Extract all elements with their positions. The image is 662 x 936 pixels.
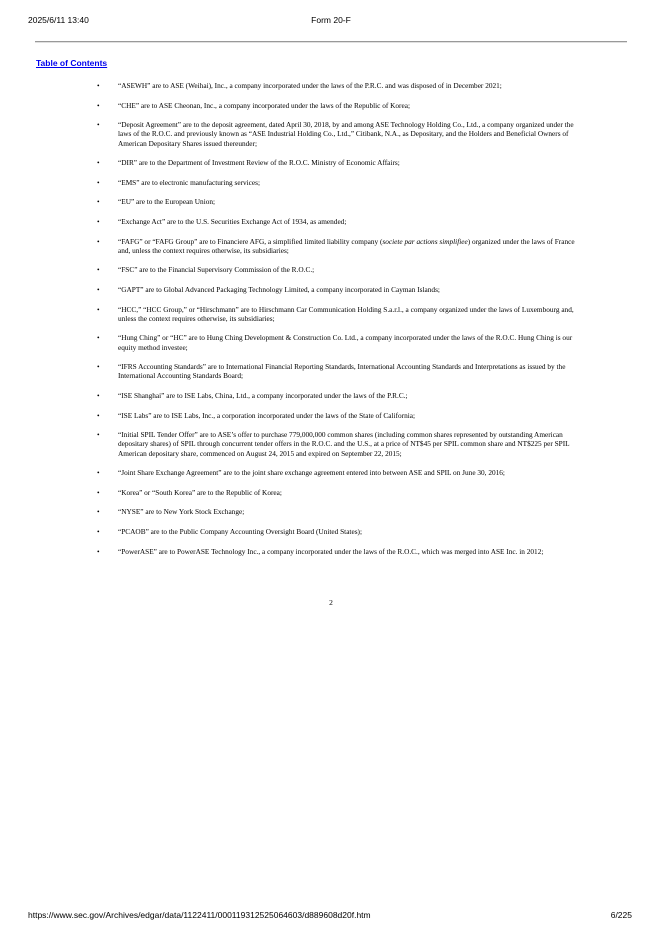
definition-text: “Joint Share Exchange Agreement” are to the joint share exchange agreement entered into between ASE and SPIL on June 30, 2016; [118,468,505,478]
definition-text: “ISE Shanghai” are to ISE Labs, China, Ltd., a company incorporated under the laws of the P.R.C.; [118,390,408,400]
definition-text: “FSC” are to the Financial Supervisory Commission of the R.O.C.; [118,265,315,275]
definition-text: “Deposit Agreement” are to the deposit agreement, dated April 30, 2018, by and among ASE Technology Holding Co., Ltd., a company organized under the laws of the R.O.C. and previously known as “ASE Industrial Holding Co., Ltd.,” Citibank, N.A., as Depositary, and the Holders and Beneficial Owners of American Depositary Shares issued thereunder; [118,120,574,148]
document-title: Form 20-F [311,15,351,25]
definition-text: “PowerASE” are to PowerASE Technology Inc., a company incorporated under the laws of the R.O.C., which was merged into ASE Inc. in 2012; [118,546,544,556]
definition-item [0,527,662,536]
definition-text: “PCAOB” are to the Public Company Accounting Oversight Board (United States); [118,526,363,536]
definition-item [0,285,662,294]
definition-text: “Exchange Act” are to the U.S. Securities Exchange Act of 1934, as amended; [118,216,347,226]
definition-item [0,333,662,351]
definition-text: “Initial SPIL Tender Offer” are to ASE’s offer to purchase 779,000,000 common shares (including common shares represented by outstanding American depositary shares) of SPIL through concurrent tender offers in the R.O.C. and the U.S., at a price of NT$45 per SPIL common share and NT$225 per SPIL American depositary share, commenced on August 24, 2015 and expired on September 22, 2015; [118,430,570,458]
definition-item [0,81,662,90]
definition-item [0,197,662,206]
definition-item [0,265,662,274]
definition-text: “FAFG” or “FAFG Group” are to Financiere AFG, a simplified limited liability company ( [118,236,383,246]
definition-item [0,430,662,458]
definition-item [0,468,662,477]
definitions-list [0,81,662,566]
definition-italic-term: societe par actions simplifiee [382,236,468,246]
definition-item [0,305,662,323]
definition-text: “CHE” are to ASE Cheonan, Inc., a company incorporated under the laws of the Republic of Korea; [118,100,410,110]
definition-item [0,488,662,497]
definition-item [0,547,662,556]
table-of-contents-link[interactable]: Table of Contents [36,58,108,68]
definition-text: “DIR” are to the Department of Investment Review of the R.O.C. Ministry of Economic Affairs; [118,158,400,168]
definition-item [0,411,662,420]
definition-item [0,217,662,226]
definition-text: “ISE Labs” are to ISE Labs, Inc., a corporation incorporated under the laws of the State of California; [118,410,416,420]
definition-item [0,391,662,400]
definition-text: “EU” are to the European Union; [118,197,216,207]
header-divider [35,41,627,43]
definition-item [0,362,662,380]
definition-text: “IFRS Accounting Standards” are to International Financial Reporting Standards, International Accounting Standards and Interpretations as issued by the International Accounting Standards Board; [118,362,566,381]
definition-item [0,101,662,110]
definition-text: “EMS” are to electronic manufacturing services; [118,177,261,187]
definition-text: ) organized under the laws of France and, unless the context requires otherwise, its subsidiaries; [118,236,575,255]
source-url: https://www.sec.gov/Archives/edgar/data/1122411/000119312525064603/d889608d20f.htm [28,910,371,920]
definition-text: “HCC,” “HCC Group,” or “Hirschmann” are to Hirschmann Car Communication Holding S.a.r.l., a company organized under the laws of Luxembourg and, unless the context requires otherwise, its subsidiaries; [118,304,574,323]
definition-text: “Hung Ching” or “HC” are to Hung Ching Development & Construction Co. Ltd., a company incorporated under the laws of the R.O.C. Hung Ching is our equity method investee; [118,333,573,352]
page-number: 2 [329,598,333,607]
definition-item [0,237,662,255]
definition-item [0,120,662,148]
definition-item [0,178,662,187]
definition-text: “GAPT” are to Global Advanced Packaging Technology Limited, a company incorporated in Cayman Islands; [118,284,440,294]
definition-item [0,507,662,516]
definition-text: “NYSE” are to New York Stock Exchange; [118,507,245,517]
print-page-count: 6/225 [610,910,632,920]
definition-text: “ASEWH” are to ASE (Weihai), Inc., a company incorporated under the laws of the P.R.C. and was disposed of in December 2021; [118,81,502,90]
print-datetime: 2025/6/11 13:40 [28,15,89,25]
definition-item [0,158,662,167]
definition-text: “Korea” or “South Korea” are to the Republic of Korea; [118,487,282,497]
